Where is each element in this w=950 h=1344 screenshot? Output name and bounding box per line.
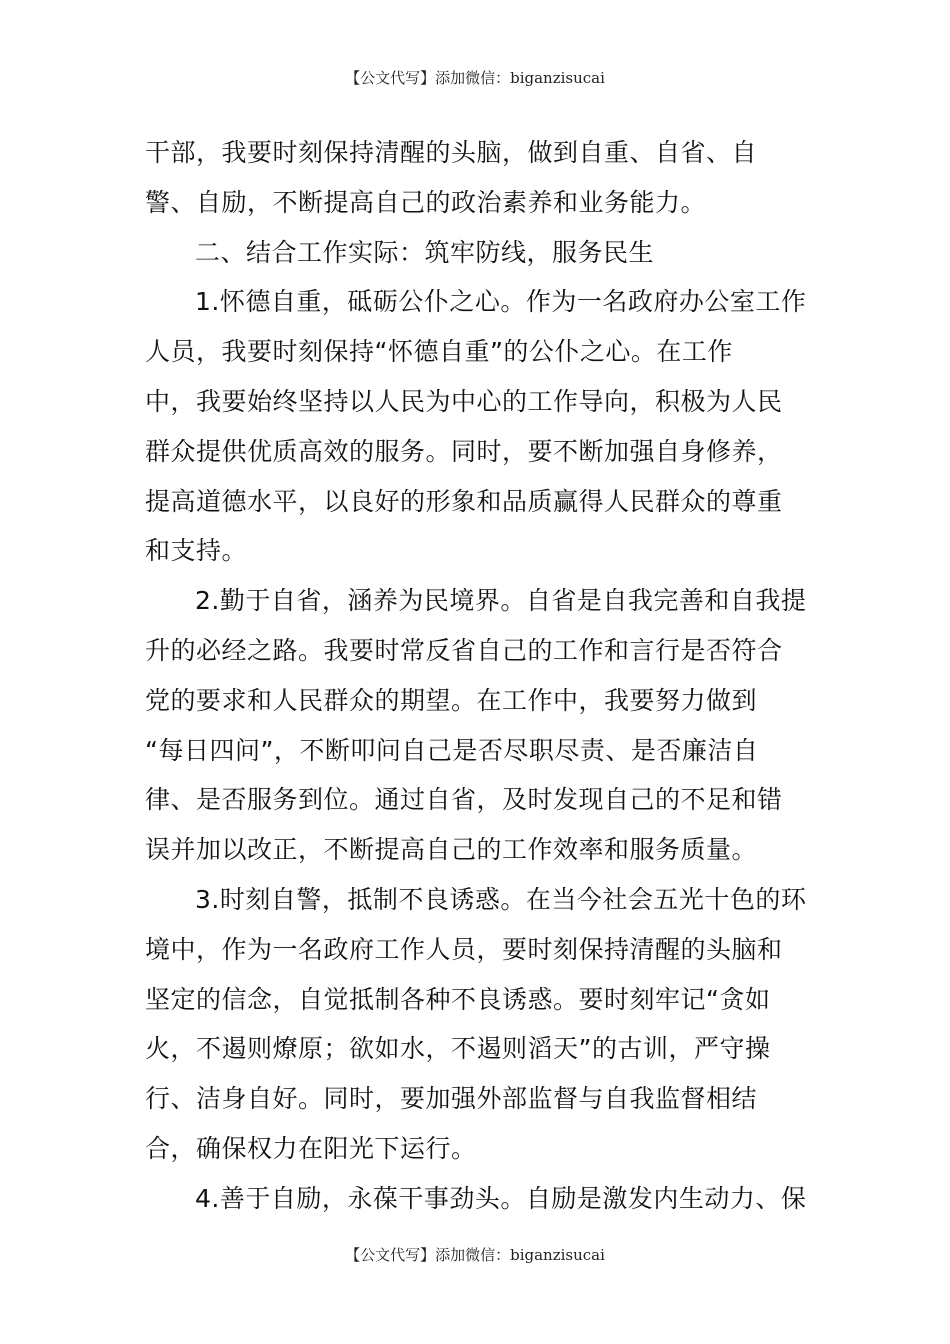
text-line: 人员，我要时刻保持“怀德自重”的公仆之心。在工作 xyxy=(145,337,733,367)
text-line: 误并加以改正，不断提高自己的工作效率和服务质量。 xyxy=(145,835,758,865)
text-line: “每日四问”，不断叩问自己是否尽职尽责、是否廉洁自 xyxy=(145,735,759,765)
text-line: 合，确保权力在阳光下运行。 xyxy=(145,1133,477,1163)
text-line: 律、是否服务到位。通过自省，及时发现自己的不足和错 xyxy=(145,785,783,815)
paragraph-start: 1.怀德自重，砥砺公仆之心。作为一名政府办公室工作 xyxy=(195,287,807,317)
text-line: 警、自励，不断提高自己的政治素养和业务能力。 xyxy=(145,187,707,217)
text-line: 中，我要始终坚持以人民为中心的工作导向，积极为人民 xyxy=(145,386,783,416)
paragraph-start: 2.勤于自省，涵养为民境界。自省是自我完善和自我提 xyxy=(195,586,807,616)
text-line: 党的要求和人民群众的期望。在工作中，我要努力做到 xyxy=(145,685,758,715)
text-line: 行、洁身自好。同时，要加强外部监督与自我监督相结 xyxy=(145,1084,758,1114)
section-heading: 二、结合工作实际：筑牢防线，服务民生 xyxy=(195,237,655,267)
paragraph-start: 3.时刻自警，抵制不良诱惑。在当今社会五光十色的环 xyxy=(195,884,807,914)
text-line: 群众提供优质高效的服务。同时，要不断加强自身修养， xyxy=(145,436,783,466)
document-body xyxy=(145,128,809,1224)
text-line: 坚定的信念，自觉抵制各种不良诱惑。要时刻牢记“贪如 xyxy=(145,984,771,1014)
page-header: 【公文代写】添加微信：biganzisucai xyxy=(345,69,605,87)
paragraph-start: 4.善于自励，永葆干事劲头。自励是激发内生动力、保 xyxy=(195,1183,807,1213)
text-line: 境中，作为一名政府工作人员，要时刻保持清醒的头脑和 xyxy=(145,934,783,964)
text-line: 和支持。 xyxy=(145,536,248,566)
text-line: 干部，我要时刻保持清醒的头脑，做到自重、自省、自 xyxy=(145,138,758,167)
text-line: 火，不遏则燎原；欲如水，不遏则滔天”的古训，严守操 xyxy=(145,1034,771,1064)
text-line: 提高道德水平，以良好的形象和品质赢得人民群众的尊重 xyxy=(145,486,783,516)
page-footer: 【公文代写】添加微信：biganzisucai xyxy=(345,1246,605,1264)
text-line: 升的必经之路。我要时常反省自己的工作和言行是否符合 xyxy=(145,635,783,665)
